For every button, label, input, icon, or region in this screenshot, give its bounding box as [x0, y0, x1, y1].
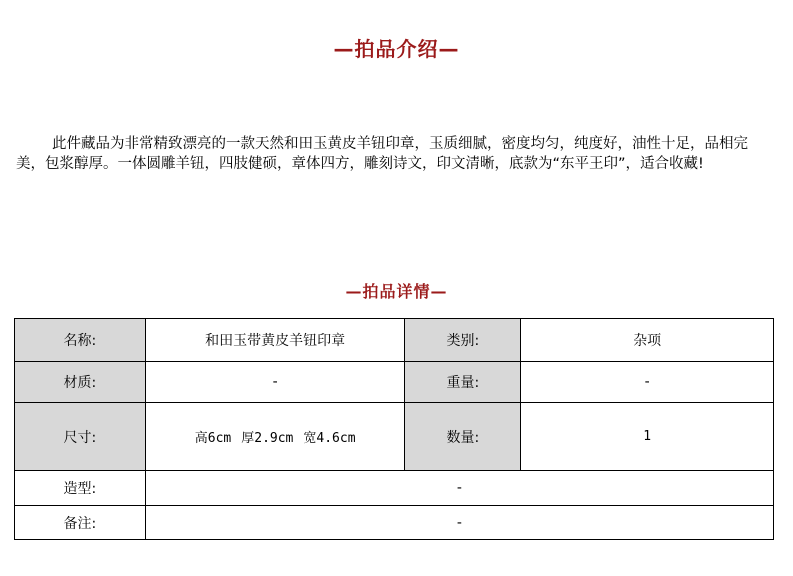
details-table	[14, 318, 774, 540]
item-description: 此件藏品为非常精致漂亮的一款天然和田玉黄皮羊钮印章，玉质细腻，密度均匀，纯度好，油性十足，品相完美，包浆醇厚。一体圆雕羊钮，四肢健硕，章体四方，雕刻诗文，印文清晰，底款为“东平王印”，适合收藏!	[16, 136, 748, 172]
size-width: 宽4.6cm	[303, 431, 356, 446]
size-value	[145, 403, 405, 471]
table-row	[15, 471, 774, 506]
weight-value: -	[521, 362, 774, 403]
table-row	[15, 506, 774, 540]
name-value: 和田玉带黄皮羊钮印章	[145, 319, 405, 362]
material-value: -	[145, 362, 405, 403]
quantity-label: 数量:	[405, 403, 521, 471]
category-value: 杂项	[521, 319, 774, 362]
note-label: 备注:	[15, 506, 146, 540]
shape-value: -	[145, 471, 773, 506]
shape-label: 造型:	[15, 471, 146, 506]
weight-label: 重量:	[405, 362, 521, 403]
table-row	[15, 403, 774, 471]
intro-section-title: —拍品介绍—	[333, 37, 460, 61]
size-height: 高6cm	[194, 431, 232, 446]
name-label: 名称:	[15, 319, 146, 362]
details-section-title: —拍品详情—	[345, 282, 448, 301]
material-label: 材质:	[15, 362, 146, 403]
note-value: -	[145, 506, 773, 540]
table-row	[15, 319, 774, 362]
category-label: 类别:	[405, 319, 521, 362]
table-row	[15, 362, 774, 403]
quantity-value: 1	[521, 403, 774, 471]
size-label: 尺寸:	[15, 403, 146, 471]
size-thickness: 厚2.9cm	[241, 431, 294, 446]
